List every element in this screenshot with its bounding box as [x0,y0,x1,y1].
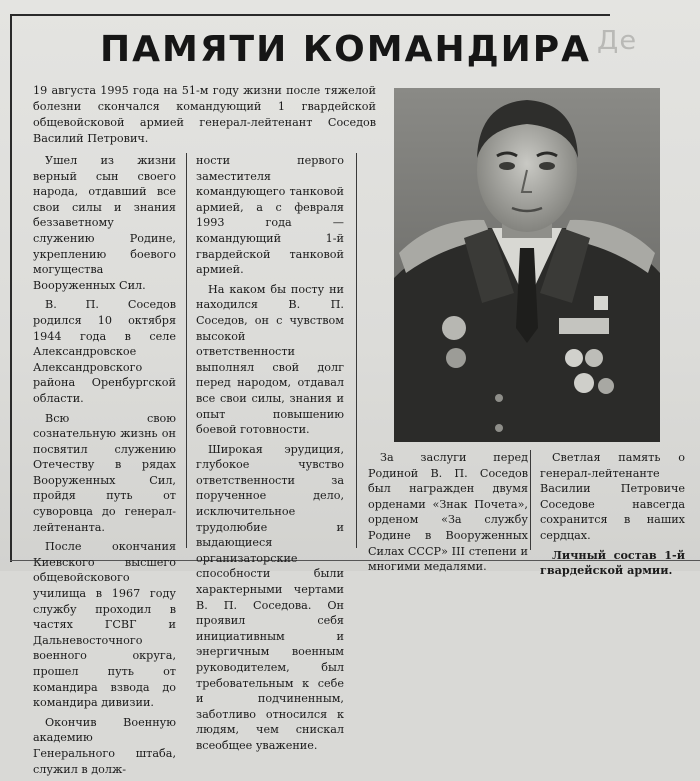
lead-paragraph: 19 августа 1995 года на 51-м году жизни после тяжелой болезни скончался командующий 1 гвардейской общевойсковой армией генерал-лейтенант Соседов Василий Петрович. [33,84,376,145]
paragraph: Светлая память о генерал-лейтенанте Василии Петровиче Соседове навсегда сохранится в наших сердцах. [540,451,685,542]
column-4 [540,450,685,583]
signature: Личный состав 1-й гвардейской армии. [540,547,685,578]
paragraph: Широкая эрудиция, глубокое чувство ответственности за порученное дело, исключительное трудолюбие и выдающиеся организаторские способности были характерными чертами В. П. Соседова. Он проявил себя инициативным и энергичным военным руководителем, был требовательным к себе и подчиненным, заботливо относился к людям, чем снискал всеобщее уважение. [196,442,344,752]
ghost-heading: Де [597,26,638,56]
column-rule [530,450,531,550]
column-1 [33,153,176,781]
paragraph: ности первого заместителя командующего танковой армией, а с февраля 1993 года — командующий 1-й гвардейской танковой армией. [196,154,344,277]
portrait-illustration [394,88,660,442]
paragraph: Всю свою сознательную жизнь он посвятил служению Отечеству в рядах Вооруженных Сил, пройдя путь от суворовца до генерал-лейтенанта. [33,411,176,534]
paragraph: На каком бы посту ни находился В. П. Соседов, он с чувством высокой ответственности выполнял свой долг перед народом, отдавал все свои силы, знания и опыт повышению боевой готовности. [196,282,344,437]
column-rule [356,153,357,548]
frame-left [10,14,12,562]
paragraph: После окончания Киевского высшего общевойскового училища в 1967 году службу проходил в частях ГСВГ и Дальневосточного военного округа, прошел путь от командира взвода до командира дивизии. [33,540,176,710]
frame-top [10,14,610,16]
article-title: ПАМЯТИ КОМАНДИРА [100,29,592,70]
column-2 [196,153,344,758]
paragraph: За заслуги перед Родиной В. П. Соседов был награжден двумя орденами «Знак Почета», орденом «За службу Родине в Вооруженных Силах СССР» III степени и многими медалями. [368,451,528,574]
column-rule [186,153,187,548]
column-3 [368,450,528,579]
portrait-photo [394,88,660,442]
paragraph: Ушел из жизни верный сын своего народа, отдавший все свои силы и знания беззаветному служению Родине, укреплению боевого могущества Вооруженных Сил. [33,154,176,292]
paragraph: Окончив Военную академию Генерального штаба, служил в долж- [33,715,176,776]
paragraph: В. П. Соседов родился 10 октября 1944 года в селе Александровское Александровского района Оренбургской области. [33,298,176,405]
